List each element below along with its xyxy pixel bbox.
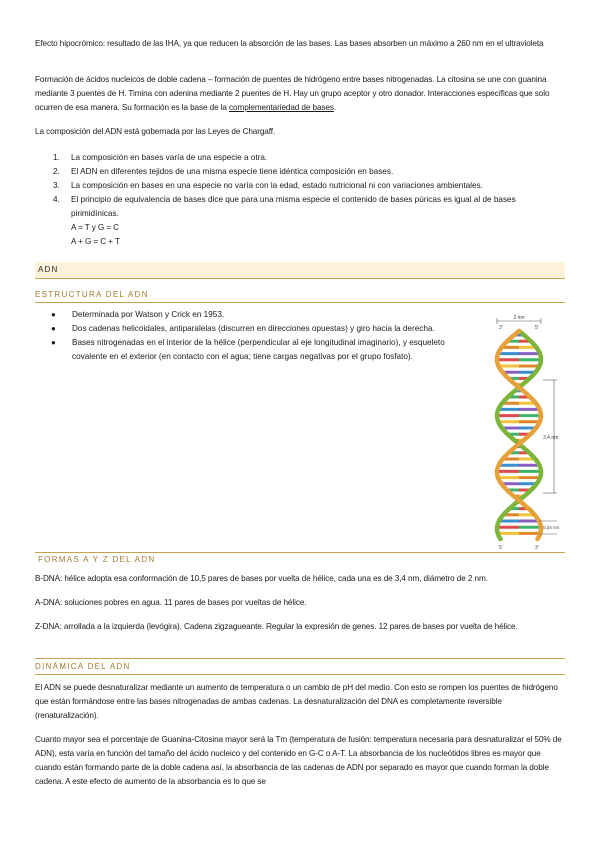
- list-item: [35, 308, 455, 322]
- heading-text: ESTRUCTURA DEL ADN: [35, 290, 149, 299]
- formula-2: A + G = C + T: [71, 237, 120, 246]
- paragraph-b-dna: B-DNA: hélice adopta esa conformación de 10,5 pares de bases por vuelta de hélice, cada una es de 3,4 nm, diámetro de 2 nm.: [35, 574, 488, 583]
- chargaff-formulas: [35, 221, 565, 249]
- paragraph-a-dna: A-DNA: soluciones pobres en agua. 11 pares de bases por vueltas de hélice.: [35, 598, 307, 607]
- list-item: [35, 336, 455, 364]
- paragraph-hypochromic: Efecto hipocrómico: resultado de las IHA, ya que reducen la absorción de las bases. Las bases absorben un máximo a 260 nm en el ultravioleta: [35, 39, 544, 48]
- list-number: 4.: [53, 195, 60, 204]
- list-text: Determinada por Watson y Crick en 1953.: [72, 310, 225, 319]
- list-text: Bases nitrogenadas en el interior de la hélice (perpendicular al eje longitudinal imaginario), y esqueleto covalente en el exterior (en contacto con el agua; tiene cargas negativas por el grupo fosfato).: [72, 338, 445, 361]
- list-number: 3.: [53, 181, 60, 190]
- list-text: La composición en bases en una especie no varía con la edad, estado nutricional ni con variaciones ambientales.: [71, 181, 483, 190]
- bullet-icon: ●: [51, 310, 56, 319]
- formas-b: [35, 572, 565, 586]
- label-bottom-left: 5': [499, 545, 503, 551]
- estructura-list: [35, 308, 455, 364]
- label-bottom-right: 3': [535, 545, 539, 551]
- list-text: El principio de equivalencia de bases dice que para una misma especie el contenido de bases púricas es igual al de bases pirimidínicas.: [71, 195, 516, 218]
- paragraph-chargaff: La composición del ADN está gobernada por las Leyes de Chargaff.: [35, 127, 276, 136]
- heading-text: DINÁMICA DEL ADN: [35, 662, 131, 671]
- label-top-right: 5': [535, 325, 539, 331]
- heading-estructura: [35, 288, 565, 303]
- paragraph-text: Formación de ácidos nucleicos de doble cadena – formación de puentes de hidrógeno entre bases nitrogenadas. La citosina se une con guanina mediante 3 puentes de H. Timina con adenina mediante 2 puentes de H. Hay un grupo aceptor y otro donador. Interacciones específicas que solo ocurren de esa manera. Su formación es la base de la: [35, 75, 550, 112]
- list-item: [35, 165, 565, 179]
- section-heading-adn: [35, 262, 565, 279]
- intro-chargaff: [35, 125, 565, 139]
- paragraph-double-strand: [35, 73, 565, 115]
- heading-dinamica: [35, 660, 565, 675]
- label-rise: 0,34 nm: [543, 525, 560, 530]
- list-item: [35, 193, 565, 221]
- formas-z: [35, 620, 565, 634]
- dinamica-p2: [35, 733, 565, 789]
- section-title: ADN: [38, 265, 59, 274]
- chargaff-list: [35, 151, 565, 249]
- list-item: [35, 179, 565, 193]
- list-text: La composición en bases varía de una especie a otra.: [71, 153, 268, 162]
- heading-text: FORMAS A Y Z DEL ADN: [38, 555, 156, 564]
- bullet-icon: ●: [51, 324, 56, 333]
- bullet-icon: ●: [51, 338, 56, 347]
- formula-1: A = T y G = C: [71, 223, 119, 232]
- paragraph-z-dna: Z-DNA: arrollada a la izquierda (levógira). Cadena zigzagueante. Regular la expresión de genes. 12 pares de bases por vuelta de hélice.: [35, 622, 518, 631]
- paragraph-tm: Cuanto mayor sea el porcentaje de Guanina-Citosina mayor será la Tm (temperatura de fusión: temperatura necesaria para desnaturalizar el 50% de ADN), esta varía en función del tamaño del ácido nucleico y del contenido en G-C o A-T. La absorbancia de los nucleótidos libres es mayor que cuando están formando parte de la doble cadena así, la absorbancia de las cadenas de ADN por separado es mayor que cuando forman la doble cadena. A este efecto de aumento de la absorbancia es lo que se: [35, 735, 562, 786]
- intro-double-strand: [35, 73, 565, 115]
- base-pairs: [497, 335, 541, 533]
- list-item: [35, 322, 455, 336]
- dna-helix-figure: [453, 315, 565, 552]
- label-top-left: 3': [499, 325, 503, 331]
- formas-a: [35, 596, 565, 610]
- list-number: 1.: [53, 153, 60, 162]
- label-width: 2 nm: [513, 315, 525, 321]
- paragraph-end: .: [333, 103, 337, 112]
- document-page: [35, 0, 565, 848]
- intro-hypochromic: [35, 37, 565, 51]
- list-item: [35, 151, 565, 165]
- complementarity-link: complementariedad de bases: [229, 103, 334, 112]
- label-pitch: 3,4 nm: [543, 435, 559, 441]
- divider: [35, 658, 565, 659]
- list-text: El ADN en diferentes tejidos de una misma especie tiene idéntica composición en bases.: [71, 167, 394, 176]
- paragraph-denaturation: El ADN se puede desnaturalizar mediante un aumento de temperatura o un cambio de pH del medio. Con esto se rompen los puentes de hidrógeno que están formándose entre las bases nitrogenadas de ambas cadenas. La desnaturalización del DNA es completamente reversible (renaturalización).: [35, 683, 558, 720]
- list-number: 2.: [53, 167, 60, 176]
- dinamica-p1: [35, 681, 565, 723]
- heading-formas: [35, 553, 565, 567]
- list-text: Dos cadenas helicoidales, antiparalelas (discurren en direcciones opuestas) y giro hacia la derecha.: [72, 324, 435, 333]
